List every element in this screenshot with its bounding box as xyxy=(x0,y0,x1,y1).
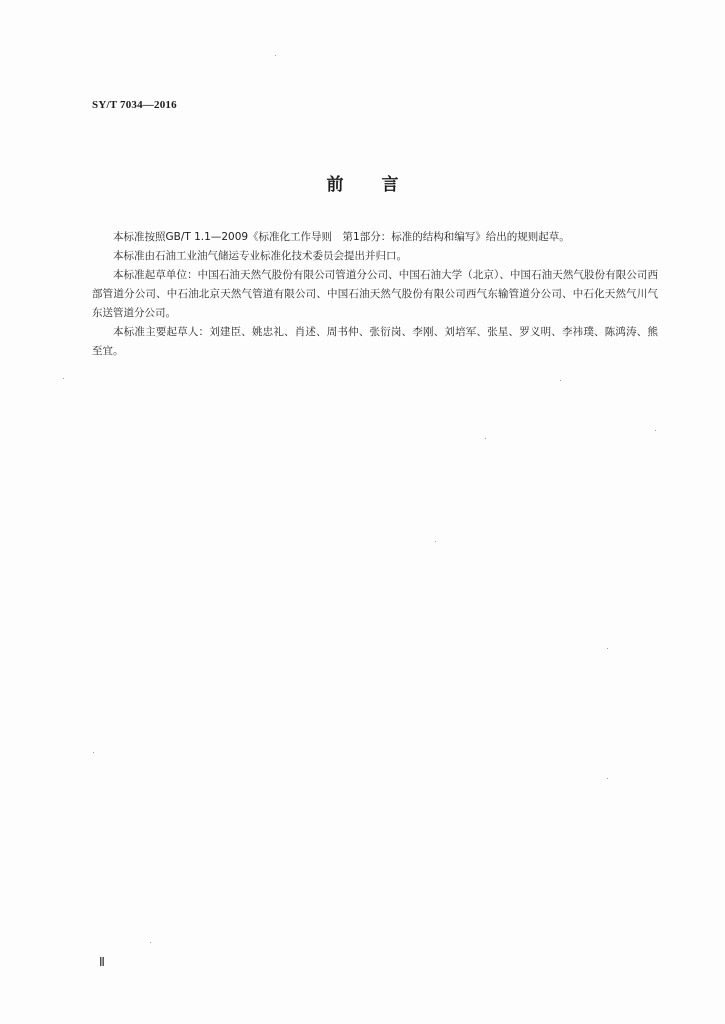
paragraph-proposer: 本标准由石油工业油气储运专业标准化技术委员会提出并归口。 xyxy=(113,250,407,262)
scan-speck xyxy=(63,378,64,379)
scan-speck xyxy=(607,778,608,779)
scan-speck xyxy=(435,541,436,542)
scan-speck xyxy=(275,55,276,56)
title-part-2: 言 xyxy=(381,175,399,195)
paragraph-drafting-rules: 本标准按照GB/T 1.1—2009《标准化工作导则 第1部分：标准的结构和编写》给出的规则起草。 xyxy=(113,231,570,243)
title-part-1: 前 xyxy=(326,175,344,195)
paragraph-main-drafters: 本标准主要起草人：刘建臣、姚忠礼、肖述、周书仲、张衍岗、李刚、刘培军、张星、罗义明、李祎璞、陈鸿涛、熊至宜。 xyxy=(92,326,658,357)
scan-speck xyxy=(655,430,656,431)
page-title xyxy=(0,170,725,195)
scan-speck xyxy=(485,438,486,439)
scan-speck xyxy=(560,380,561,381)
paragraph-drafting-units: 本标准起草单位：中国石油天然气股份有限公司管道分公司、中国石油大学（北京）、中国石油天然气股份有限公司西部管道分公司、中石油北京天然气管道有限公司、中国石油天然气股份有限公司西气东输管道分公司、中石化天然气川气东送管道分公司。 xyxy=(92,269,658,319)
scan-speck xyxy=(93,752,94,753)
page-number: Ⅱ xyxy=(99,955,105,969)
foreword-body xyxy=(92,228,658,361)
scan-speck xyxy=(607,648,608,649)
scan-speck xyxy=(150,942,151,943)
standard-number: SY/T 7034—2016 xyxy=(92,99,177,111)
